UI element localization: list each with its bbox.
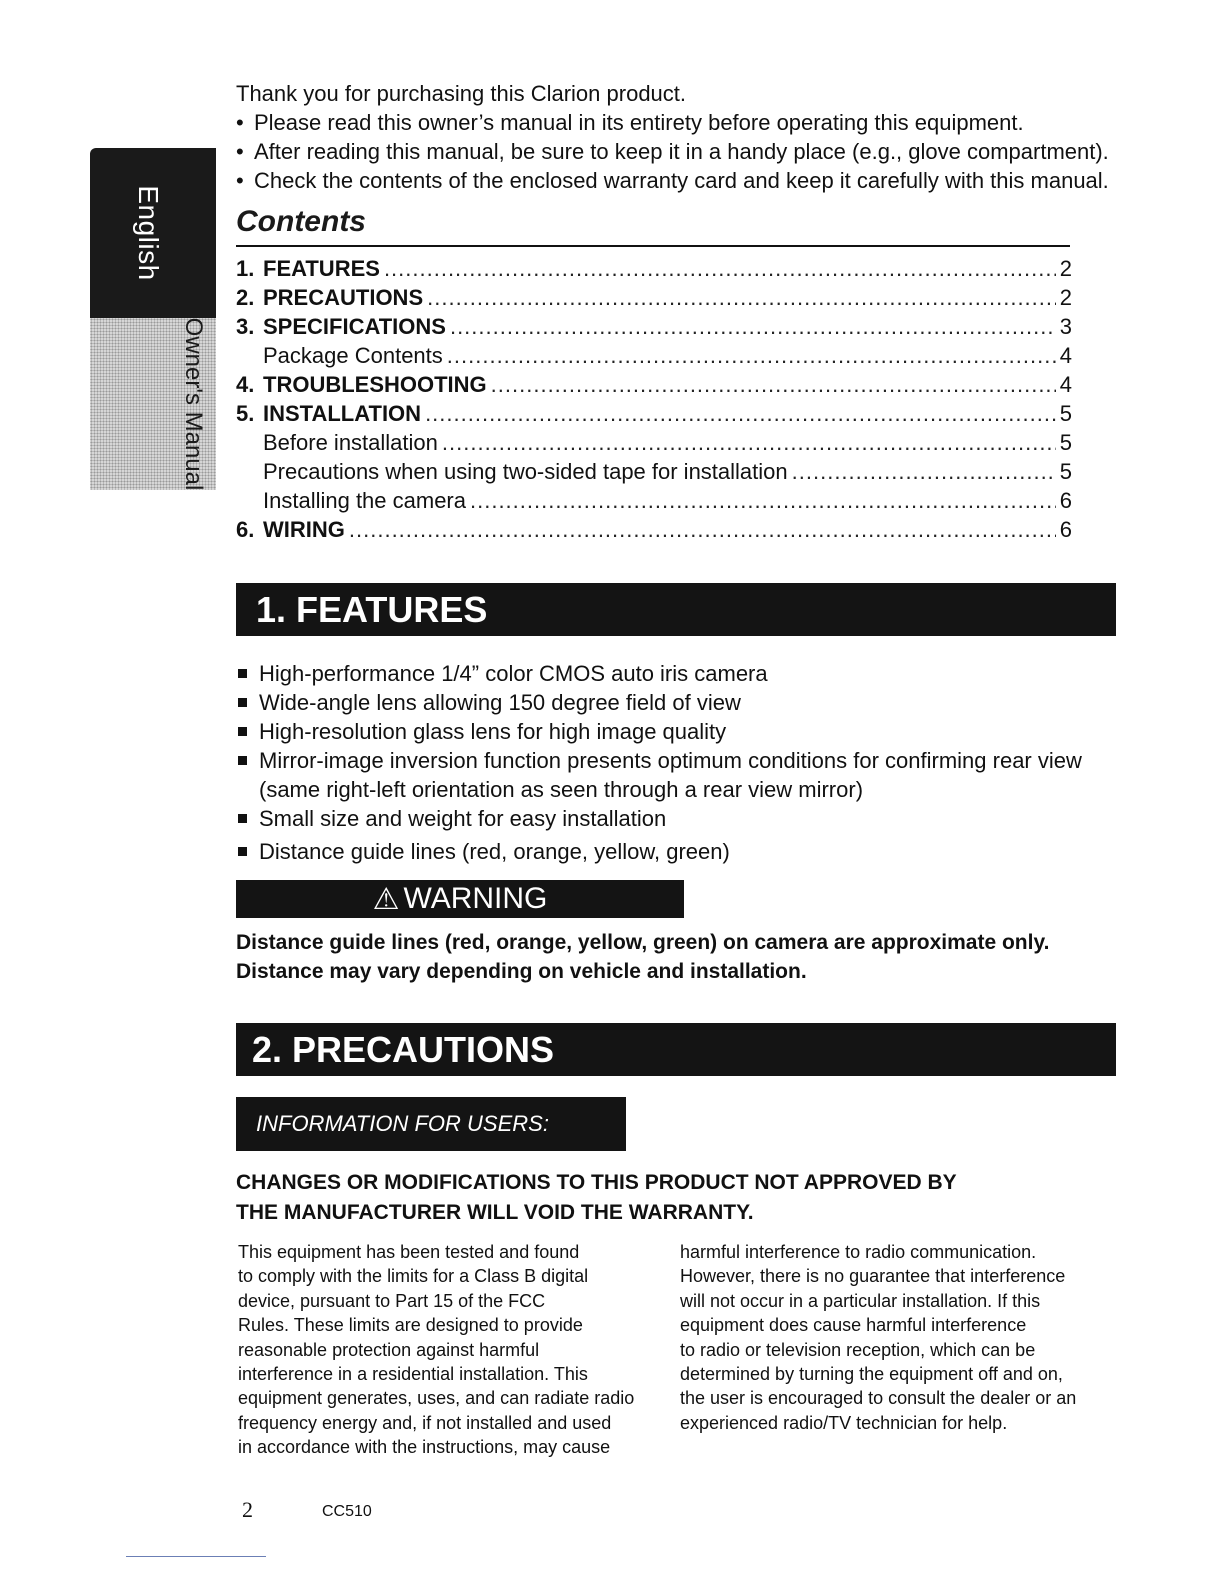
- toc-number: 5.: [236, 401, 255, 426]
- square-bullet-icon: [238, 727, 247, 736]
- fcc-line: equipment generates, uses, and can radiate radio: [238, 1388, 635, 1409]
- toc-label: PRECAUTIONS: [263, 285, 424, 310]
- fcc-line: harmful interference to radio communication.: [680, 1242, 1037, 1262]
- toc-row-specifications[interactable]: [236, 314, 1072, 343]
- language-tab: [90, 148, 216, 318]
- toc-label: WIRING: [263, 517, 345, 542]
- bullet-dot: •: [236, 168, 244, 193]
- fcc-line: equipment does cause harmful interference: [680, 1315, 1027, 1336]
- toc-page: 6: [1059, 517, 1072, 542]
- feature-item: [236, 688, 741, 717]
- fcc-line: Rules. These limits are designed to provide: [238, 1315, 583, 1336]
- toc-label: Package Contents: [263, 343, 443, 368]
- toc-page: 2: [1059, 285, 1072, 310]
- features-heading: 1. FEATURES: [236, 583, 1116, 636]
- toc-label: INSTALLATION: [263, 401, 422, 426]
- bullet-dot: •: [236, 139, 244, 164]
- toc-page: 5: [1059, 430, 1072, 455]
- feature-text: Distance guide lines (red, orange, yellow, green): [259, 839, 730, 864]
- toc-page: 4: [1059, 372, 1072, 397]
- square-bullet-icon: [238, 756, 247, 765]
- manual-tab: [90, 318, 216, 490]
- toc-leader: [447, 343, 1056, 369]
- feature-item: [236, 717, 726, 746]
- info-for-users-heading: INFORMATION FOR USERS:: [236, 1097, 626, 1151]
- warranty-notice: THE MANUFACTURER WILL VOID THE WARRANTY.: [236, 1201, 754, 1224]
- feature-text: Wide-angle lens allowing 150 degree field of view: [259, 690, 741, 715]
- feature-item: [236, 804, 666, 833]
- contents-title: Contents: [236, 205, 366, 238]
- toc-number: 2.: [236, 285, 255, 310]
- warning-label: WARNING: [403, 882, 548, 915]
- toc-row-installation[interactable]: [236, 401, 1072, 430]
- toc-row-features[interactable]: [236, 256, 1072, 285]
- toc-number: 1.: [236, 256, 255, 281]
- feature-text: Mirror-image inversion function presents optimum conditions for confirming rear view: [259, 748, 1082, 773]
- contents-divider: [236, 245, 1070, 247]
- fcc-line: to comply with the limits for a Class B digital: [238, 1266, 589, 1287]
- toc-row-package-contents[interactable]: [263, 343, 1072, 372]
- language-tab-label: English: [133, 185, 164, 281]
- warning-text: Distance guide lines (red, orange, yellow, green) on camera are approximate only.: [236, 931, 1050, 954]
- square-bullet-icon: [238, 698, 247, 707]
- fcc-line: to radio or television reception, which can be: [680, 1339, 1036, 1360]
- toc-label: TROUBLESHOOTING: [263, 372, 487, 397]
- fcc-line: determined by turning the equipment off and on,: [680, 1364, 1063, 1385]
- fcc-line: interference in a residential installation. This: [238, 1364, 588, 1385]
- toc-page: 6: [1059, 488, 1072, 513]
- toc-leader: [427, 285, 1056, 311]
- fcc-text-left: [238, 1240, 634, 1460]
- toc-row-wiring[interactable]: [236, 517, 1072, 546]
- fcc-text-right: [680, 1240, 1076, 1435]
- fcc-line: reasonable protection against harmful: [238, 1339, 540, 1360]
- square-bullet-icon: [238, 814, 247, 823]
- warning-text: Distance may vary depending on vehicle and installation.: [236, 960, 807, 983]
- toc-number: 6.: [236, 517, 255, 542]
- toc-leader: [470, 488, 1056, 514]
- feature-item: [236, 837, 730, 866]
- fcc-line: This equipment has been tested and found: [238, 1242, 580, 1262]
- feature-item: [236, 659, 768, 688]
- warning-triangle-icon: ⚠: [372, 882, 400, 916]
- warranty-notice: CHANGES OR MODIFICATIONS TO THIS PRODUCT NOT APPROVED BY: [236, 1171, 957, 1194]
- warning-heading: [236, 880, 684, 918]
- feature-text: High-resolution glass lens for high image quality: [259, 719, 727, 744]
- toc-leader: [384, 256, 1056, 282]
- square-bullet-icon: [238, 847, 247, 856]
- toc-label: Precautions when using two-sided tape for installation: [263, 459, 788, 484]
- fcc-line: will not occur in a particular installation. If this: [680, 1290, 1041, 1311]
- toc-page: 3: [1059, 314, 1072, 339]
- toc-row-precautions[interactable]: [236, 285, 1072, 314]
- fcc-line: the user is encouraged to consult the dealer or an: [680, 1388, 1077, 1409]
- toc-leader: [792, 459, 1056, 485]
- feature-text: Small size and weight for easy installation: [259, 806, 667, 831]
- toc-label: FEATURES: [263, 256, 380, 281]
- toc-label: Before installation: [263, 430, 438, 455]
- toc-page: 2: [1059, 256, 1072, 281]
- toc-row-two-sided-tape[interactable]: [263, 459, 1072, 488]
- toc-row-installing-camera[interactable]: [263, 488, 1072, 517]
- toc-leader: [425, 401, 1056, 427]
- square-bullet-icon: [238, 669, 247, 678]
- feature-item-continuation: (same right-left orientation as seen through a rear view mirror): [259, 777, 864, 802]
- toc-page: 4: [1059, 343, 1072, 368]
- toc-leader: [491, 372, 1056, 398]
- manual-tab-label: Owner's Manual: [180, 317, 207, 491]
- intro-bullet-text: Check the contents of the enclosed warranty card and keep it carefully with this manual.: [254, 168, 1109, 193]
- intro-thanks: Thank you for purchasing this Clarion product.: [236, 81, 687, 106]
- toc-page: 5: [1059, 401, 1072, 426]
- intro-bullet: [236, 108, 1024, 137]
- toc-leader: [349, 517, 1056, 543]
- fcc-line: device, pursuant to Part 15 of the FCC: [238, 1290, 546, 1311]
- intro-bullet: [236, 166, 1109, 195]
- feature-item: [236, 746, 1082, 775]
- toc-row-troubleshooting[interactable]: [236, 372, 1072, 401]
- intro-bullet-text: After reading this manual, be sure to keep it in a handy place (e.g., glove compartment).: [254, 139, 1109, 164]
- toc-number: 3.: [236, 314, 255, 339]
- toc-leader: [442, 430, 1056, 456]
- intro-bullet: [236, 137, 1109, 166]
- intro-bullet-text: Please read this owner’s manual in its entirety before operating this equipment.: [254, 110, 1024, 135]
- feature-text: High-performance 1/4” color CMOS auto iris camera: [259, 661, 768, 686]
- fcc-line: experienced radio/TV technician for help.: [680, 1412, 1008, 1433]
- bullet-dot: •: [236, 110, 244, 135]
- toc-leader: [450, 314, 1056, 340]
- fcc-line: frequency energy and, if not installed and used: [238, 1412, 612, 1433]
- toc-label: SPECIFICATIONS: [263, 314, 446, 339]
- toc-number: 4.: [236, 372, 255, 397]
- toc-row-before-installation[interactable]: [263, 430, 1072, 459]
- model-number: CC510: [322, 1503, 372, 1520]
- toc-label: Installing the camera: [263, 488, 466, 513]
- fcc-line: However, there is no guarantee that interference: [680, 1266, 1066, 1287]
- footer-rule: [126, 1556, 266, 1557]
- toc-page: 5: [1059, 459, 1072, 484]
- page-number: 2: [242, 1497, 253, 1522]
- fcc-line: in accordance with the instructions, may cause: [238, 1437, 611, 1458]
- precautions-heading: 2. PRECAUTIONS: [236, 1023, 1116, 1076]
